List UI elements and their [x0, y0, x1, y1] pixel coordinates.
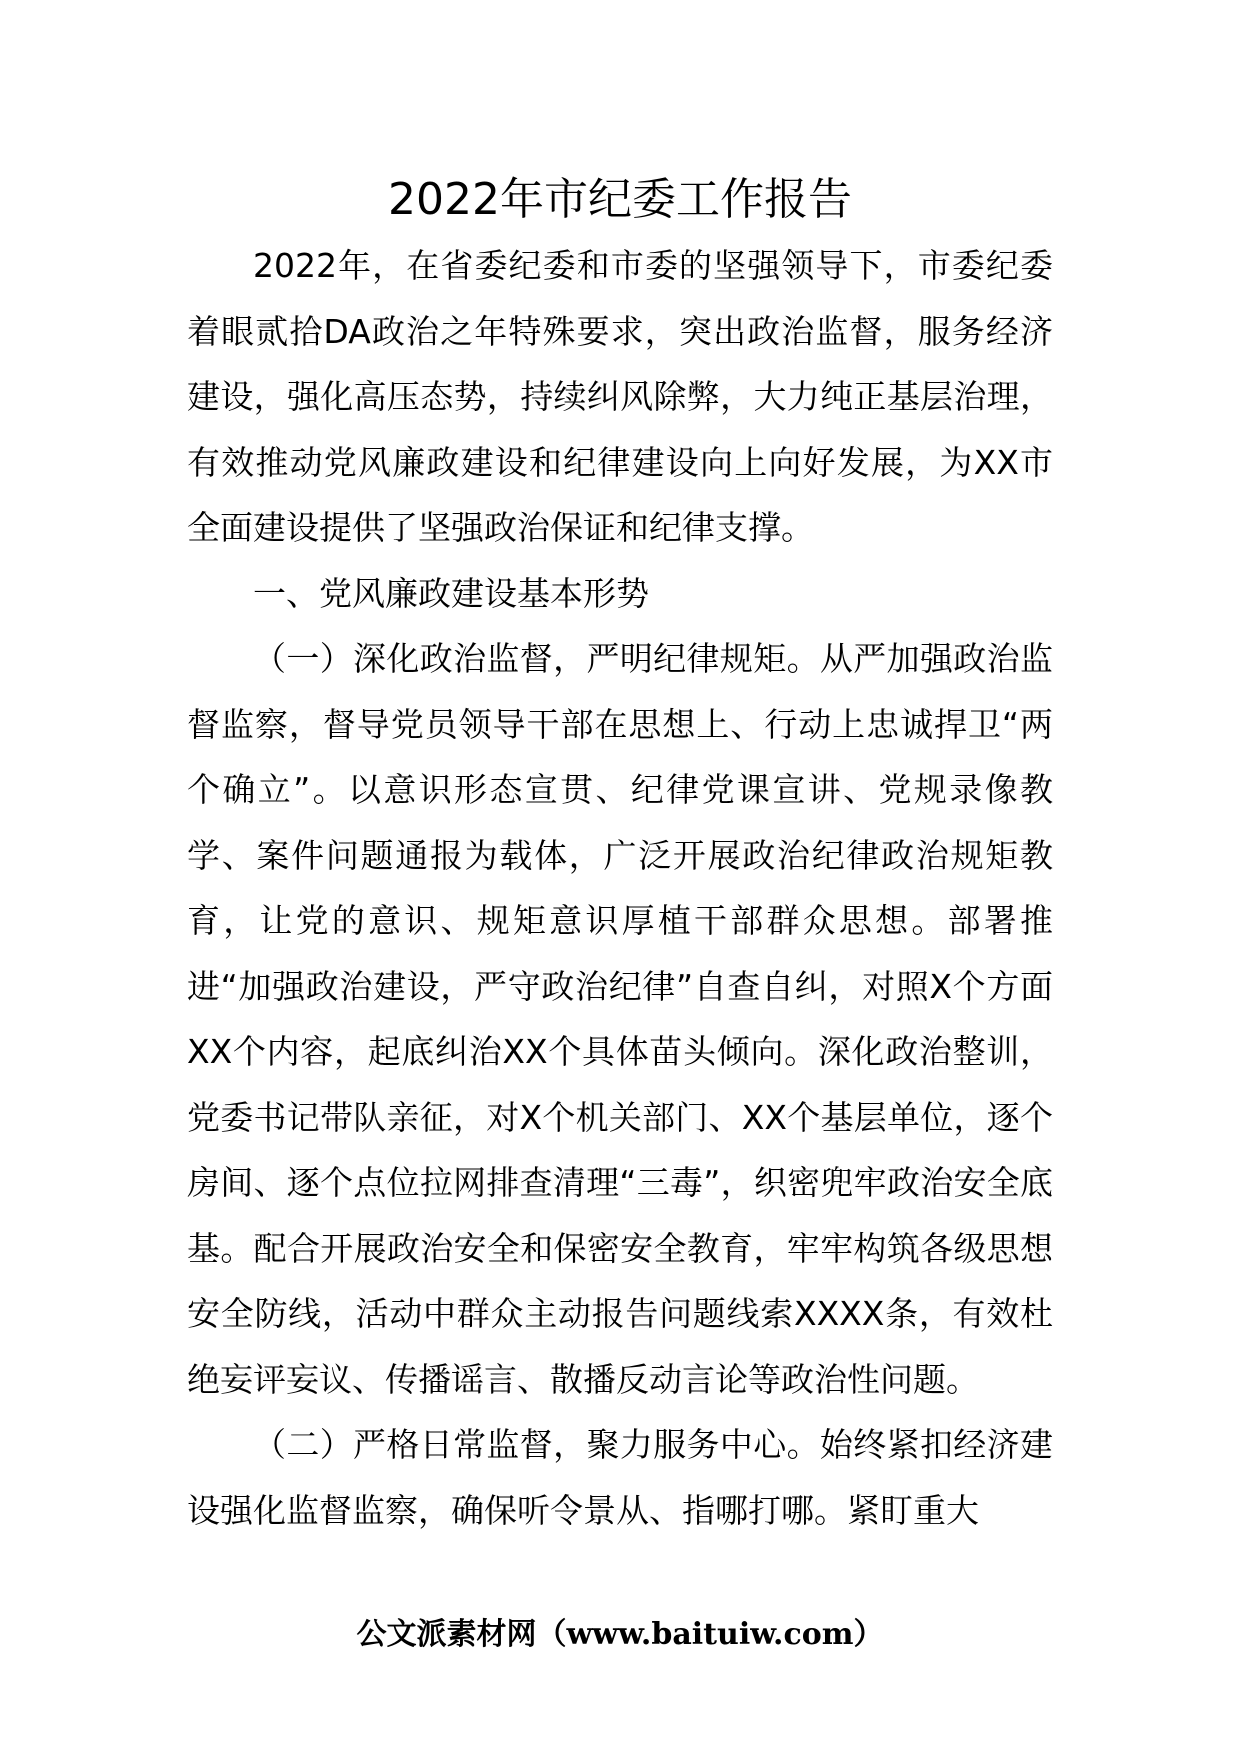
paragraph-intro: 2022年，在省委纪委和市委的坚强领导下，市委纪委着眼贰拾DA政治之年特殊要求，突出政治监督，服务经济建设，强化高压态势，持续纠风除弊，大力纯正基层治理，有效推动党风廉政建设和纪律建设向上向好发展，为XX市全面建设提供了坚强政治保证和纪律支撑。	[187, 246, 1053, 547]
paragraph-political-supervision: （一）深化政治监督，严明纪律规矩。从严加强政治监督监察，督导党员领导干部在思想上、行动上忠诚捍卫“两个确立”。以意识形态宣贯、纪律党课宣讲、党规录像教学、案件问题通报为载体，广泛开展政治纪律政治规矩教育，让党的意识、规矩意识厚植干部群众思想。部署推进“加强政治建设，严守政治纪律”自查自纠，对照X个方面XX个内容，起底纠治XX个具体苗头倾向。深化政治整训，党委书记带队亲征，对X个机关部门、XX个基层单位，逐个房间、逐个点位拉网排查清理“三毒”，织密兜牢政治安全底基。配合开展政治安全和保密安全教育，牢牢构筑各级思想安全防线，活动中群众主动报告问题线索XXXX条，有效杜绝妄评妄议、传播谣言、散播反动言论等政治性问题。	[187, 639, 1053, 1399]
paragraph-daily-supervision: （二）严格日常监督，聚力服务中心。始终紧扣经济建设强化监督监察，确保听令景从、指哪打哪。紧盯重大	[187, 1425, 1053, 1530]
document-body	[187, 233, 1053, 1543]
document-title: 2022年市纪委工作报告	[388, 174, 852, 225]
watermark-footer: 公文派素材网（www.baituiw.com）	[356, 1617, 884, 1652]
section-heading-1: 一、党风廉政建设基本形势	[253, 573, 649, 613]
